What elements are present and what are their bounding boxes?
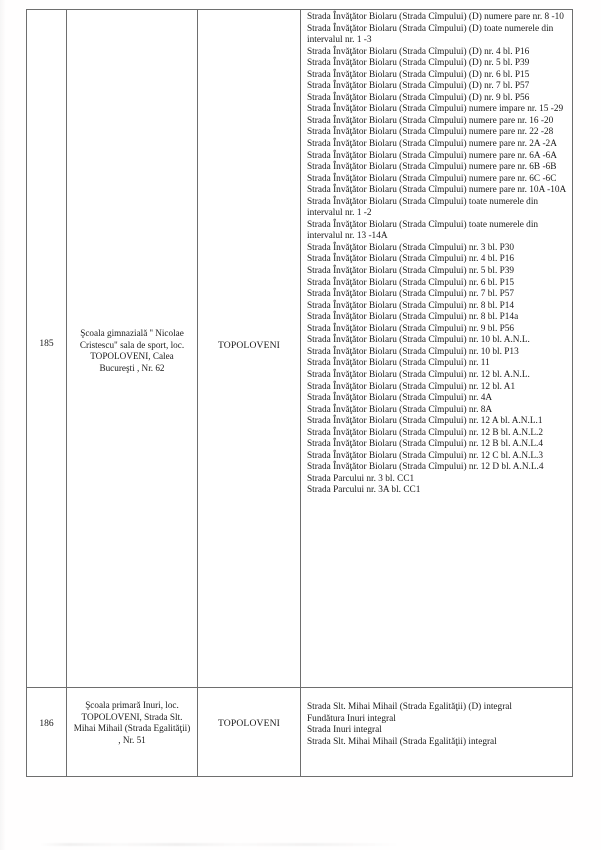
address-line: Strada Învăţător Biolaru (Strada Cîmpului) nr. 12 bl. A.N.L. [307, 369, 530, 380]
locality-name: TOPOLOVENI [217, 340, 281, 351]
station-venue: Şcoala primară Inuri, loc. TOPOLOVENI, Strada Slt. Mihai Mihail (Strada Egalităţii) , Nr. 51 [73, 700, 191, 745]
address-line: Strada Învăţător Biolaru (Strada Cîmpului) nr. 12 C bl. A.N.L.3 [307, 450, 544, 461]
address-line: Strada Învăţător Biolaru (Strada Cîmpului) nr. 8 bl. P14 [307, 300, 515, 311]
address-line: Strada Învăţător Biolaru (Strada Cîmpului) (D) nr. 5 bl. P39 [307, 58, 530, 69]
address-line: Strada Învăţător Biolaru (Strada Cîmpului) (D) nr. 7 bl. P57 [307, 81, 530, 92]
polling-station-table [26, 9, 573, 777]
address-line: Strada Învăţător Biolaru (Strada Cîmpului) (D) nr. 4 bl. P16 [307, 46, 530, 57]
address-line: Strada Învăţător Biolaru (Strada Cîmpului) nr. 12 A bl. A.N.L.1 [307, 416, 543, 427]
address-line: Strada Învăţător Biolaru (Strada Cîmpului) nr. 6 bl. P15 [307, 277, 515, 288]
cell-station-number [27, 10, 67, 688]
address-line: Strada Învăţător Biolaru (Strada Cîmpului) (D) nr. 6 bl. P15 [307, 69, 530, 80]
table-row [27, 688, 573, 777]
cell-address-list [301, 10, 573, 688]
address-line: Strada Învăţător Biolaru (Strada Cîmpului) numere pare nr. 2A -2A [307, 139, 557, 150]
cell-station-venue [67, 10, 198, 688]
address-line: Strada Învăţător Biolaru (Strada Cîmpului) numere pare nr. 6B -6B [307, 162, 557, 173]
address-line: Strada Învăţător Biolaru (Strada Cîmpului) nr. 8 bl. P14a [307, 312, 519, 323]
address-line: Strada Parcului nr. 3 bl. CC1 [307, 473, 415, 484]
cell-address-list [301, 688, 573, 777]
address-list [301, 10, 572, 499]
address-line: Strada Învăţător Biolaru (Strada Cîmpului) numere pare nr. 16 -20 [307, 115, 554, 126]
cell-station-number [27, 688, 67, 777]
address-line: Strada Învăţător Biolaru (Strada Cîmpului) nr. 10 bl. A.N.L. [307, 335, 530, 346]
address-line: Strada Învăţător Biolaru (Strada Cîmpului) numere pare nr. 6A -6A [307, 150, 557, 161]
address-line: Strada Învăţător Biolaru (Strada Cîmpului) nr. 9 bl. P56 [307, 323, 515, 334]
address-list [301, 688, 572, 750]
address-line: Strada Învăţător Biolaru (Strada Cîmpului) (D) nr. 9 bl. P56 [307, 92, 530, 103]
address-line: Strada Slt. Mihai Mihail (Strada Egalităţii) (D) integral [307, 702, 512, 712]
station-number: 185 [39, 339, 54, 349]
address-line: Strada Învăţător Biolaru (Strada Cîmpului) (D) toate numerele din intervalul nr. 1 -3 [307, 23, 554, 46]
scan-edge-artifact [0, 0, 6, 850]
address-line: Strada Învăţător Biolaru (Strada Cîmpului) nr. 12 B bl. A.N.L.4 [307, 439, 544, 450]
address-line: Strada Învăţător Biolaru (Strada Cîmpului) numere pare nr. 6C -6C [307, 173, 557, 184]
cell-locality [198, 688, 301, 777]
address-line: Strada Învăţător Biolaru (Strada Cîmpului) nr. 4A [307, 393, 493, 404]
address-line: Strada Învăţător Biolaru (Strada Cîmpului) nr. 12 bl. A1 [307, 381, 516, 392]
address-line: Strada Parcului nr. 3A bl. CC1 [307, 485, 421, 496]
scan-smudge-artifact [40, 843, 400, 846]
address-line: Strada Învăţător Biolaru (Strada Cîmpului) nr. 10 bl. P13 [307, 346, 519, 357]
cell-locality [198, 10, 301, 688]
station-number: 186 [39, 719, 54, 729]
address-line: Strada Învăţător Biolaru (Strada Cîmpului) nr. 4 bl. P16 [307, 254, 515, 265]
address-line: Strada Învăţător Biolaru (Strada Cîmpului) nr. 11 [307, 358, 490, 369]
address-line: Strada Învăţător Biolaru (Strada Cîmpului) numere impare nr. 15 -29 [307, 104, 564, 115]
address-line: Strada Învăţător Biolaru (Strada Cîmpului) nr. 3 bl. P30 [307, 242, 515, 253]
address-line: Fundătura Inuri integral [307, 713, 396, 724]
station-venue: Şcoala gimnazială '' Nicolae Cristescu" sala de sport, loc. TOPOLOVENI, Calea Bucureşti , Nr. 62 [79, 328, 185, 373]
address-line: Strada Învăţător Biolaru (Strada Cîmpului) nr. 8A [307, 404, 493, 415]
address-line: Strada Învăţător Biolaru (Strada Cîmpului) nr. 5 bl. P39 [307, 266, 515, 277]
locality-name: TOPOLOVENI [217, 718, 281, 729]
address-line: Strada Învăţător Biolaru (Strada Cîmpului) toate numerele din intervalul nr. 13 -14A [307, 219, 539, 242]
address-line: Strada Învăţător Biolaru (Strada Cîmpului) numere pare nr. 10A -10A [307, 185, 567, 196]
address-line: Strada Învăţător Biolaru (Strada Cîmpului) nr. 12 D bl. A.N.L.4 [307, 462, 544, 473]
address-line: Strada Slt. Mihai Mihail (Strada Egalităţii) integral [307, 736, 497, 747]
address-line: Strada Învăţător Biolaru (Strada Cîmpului) nr. 12 B bl. A.N.L.2 [307, 427, 544, 438]
address-line: Strada Inuri integral [307, 725, 382, 736]
address-line: Strada Învăţător Biolaru (Strada Cîmpului) numere pare nr. 22 -28 [307, 127, 554, 138]
table-row [27, 10, 573, 688]
address-line: Strada Învăţător Biolaru (Strada Cîmpului) nr. 7 bl. P57 [307, 289, 515, 300]
table-body [27, 10, 573, 777]
address-line: Strada Învăţător Biolaru (Strada Cîmpului) (D) numere pare nr. 8 -10 [307, 12, 564, 22]
address-line: Strada Învăţător Biolaru (Strada Cîmpului) toate numerele din intervalul nr. 1 -2 [307, 196, 539, 219]
cell-station-venue [67, 688, 198, 777]
